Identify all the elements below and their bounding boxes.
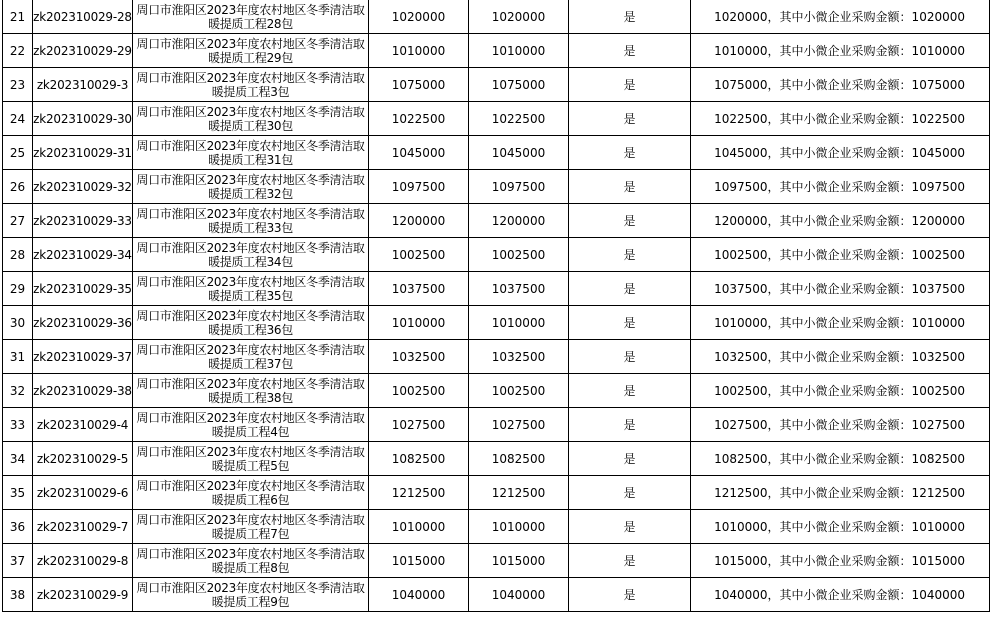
package-name-cell: 周口市淮阳区2023年度农村地区冬季清洁取暖提质工程32包 (133, 170, 369, 204)
row-index-cell: 27 (3, 204, 33, 238)
sme-amount-note-cell: 1032500，其中小微企业采购金额：1032500 (691, 340, 990, 374)
max-price-cell: 1045000 (469, 136, 569, 170)
max-price-cell: 1022500 (469, 102, 569, 136)
package-name-cell: 周口市淮阳区2023年度农村地区冬季清洁取暖提质工程3包 (133, 68, 369, 102)
package-code-cell: zk202310029-31 (33, 136, 133, 170)
max-price-cell: 1082500 (469, 442, 569, 476)
sme-flag-cell: 是 (569, 0, 691, 34)
sme-amount-note-cell: 1075000，其中小微企业采购金额：1075000 (691, 68, 990, 102)
sme-amount-note-cell: 1002500，其中小微企业采购金额：1002500 (691, 374, 990, 408)
sme-amount-note-cell: 1082500，其中小微企业采购金额：1082500 (691, 442, 990, 476)
package-code-cell: zk202310029-9 (33, 578, 133, 612)
sme-amount-note-cell: 1002500，其中小微企业采购金额：1002500 (691, 238, 990, 272)
row-index-cell: 31 (3, 340, 33, 374)
package-name-cell: 周口市淮阳区2023年度农村地区冬季清洁取暖提质工程6包 (133, 476, 369, 510)
max-price-cell: 1097500 (469, 170, 569, 204)
budget-cell: 1010000 (369, 34, 469, 68)
sme-flag-cell: 是 (569, 374, 691, 408)
sme-amount-note-cell: 1010000，其中小微企业采购金额：1010000 (691, 34, 990, 68)
package-name-cell: 周口市淮阳区2023年度农村地区冬季清洁取暖提质工程38包 (133, 374, 369, 408)
row-index-cell: 33 (3, 408, 33, 442)
package-code-cell: zk202310029-34 (33, 238, 133, 272)
package-name-cell: 周口市淮阳区2023年度农村地区冬季清洁取暖提质工程33包 (133, 204, 369, 238)
max-price-cell: 1200000 (469, 204, 569, 238)
sme-flag-cell: 是 (569, 408, 691, 442)
package-name-cell: 周口市淮阳区2023年度农村地区冬季清洁取暖提质工程31包 (133, 136, 369, 170)
table-row (3, 578, 990, 612)
table-row (3, 374, 990, 408)
table-row (3, 544, 990, 578)
budget-cell: 1037500 (369, 272, 469, 306)
sme-amount-note-cell: 1040000，其中小微企业采购金额：1040000 (691, 578, 990, 612)
package-code-cell: zk202310029-32 (33, 170, 133, 204)
row-index-cell: 29 (3, 272, 33, 306)
budget-cell: 1082500 (369, 442, 469, 476)
max-price-cell: 1010000 (469, 34, 569, 68)
max-price-cell: 1075000 (469, 68, 569, 102)
package-name-cell: 周口市淮阳区2023年度农村地区冬季清洁取暖提质工程9包 (133, 578, 369, 612)
sme-flag-cell: 是 (569, 544, 691, 578)
table-row (3, 408, 990, 442)
sme-amount-note-cell: 1037500，其中小微企业采购金额：1037500 (691, 272, 990, 306)
max-price-cell: 1015000 (469, 544, 569, 578)
sme-flag-cell: 是 (569, 340, 691, 374)
row-index-cell: 28 (3, 238, 33, 272)
package-code-cell: zk202310029-30 (33, 102, 133, 136)
row-index-cell: 32 (3, 374, 33, 408)
budget-cell: 1200000 (369, 204, 469, 238)
package-code-cell: zk202310029-29 (33, 34, 133, 68)
sme-amount-note-cell: 1015000，其中小微企业采购金额：1015000 (691, 544, 990, 578)
procurement-package-table (2, 0, 990, 612)
table-row (3, 238, 990, 272)
budget-cell: 1022500 (369, 102, 469, 136)
package-code-cell: zk202310029-8 (33, 544, 133, 578)
table-row (3, 340, 990, 374)
budget-cell: 1040000 (369, 578, 469, 612)
sme-flag-cell: 是 (569, 578, 691, 612)
budget-cell: 1075000 (369, 68, 469, 102)
package-name-cell: 周口市淮阳区2023年度农村地区冬季清洁取暖提质工程28包 (133, 0, 369, 34)
package-name-cell: 周口市淮阳区2023年度农村地区冬季清洁取暖提质工程37包 (133, 340, 369, 374)
budget-cell: 1027500 (369, 408, 469, 442)
table-row (3, 136, 990, 170)
package-name-cell: 周口市淮阳区2023年度农村地区冬季清洁取暖提质工程5包 (133, 442, 369, 476)
budget-cell: 1010000 (369, 510, 469, 544)
sme-flag-cell: 是 (569, 68, 691, 102)
table-row (3, 34, 990, 68)
sme-flag-cell: 是 (569, 510, 691, 544)
max-price-cell: 1010000 (469, 306, 569, 340)
sme-amount-note-cell: 1010000，其中小微企业采购金额：1010000 (691, 306, 990, 340)
package-name-cell: 周口市淮阳区2023年度农村地区冬季清洁取暖提质工程4包 (133, 408, 369, 442)
package-code-cell: zk202310029-3 (33, 68, 133, 102)
sme-flag-cell: 是 (569, 306, 691, 340)
table-row (3, 442, 990, 476)
table-row (3, 102, 990, 136)
package-name-cell: 周口市淮阳区2023年度农村地区冬季清洁取暖提质工程34包 (133, 238, 369, 272)
row-index-cell: 25 (3, 136, 33, 170)
package-name-cell: 周口市淮阳区2023年度农村地区冬季清洁取暖提质工程35包 (133, 272, 369, 306)
row-index-cell: 37 (3, 544, 33, 578)
row-index-cell: 21 (3, 0, 33, 34)
max-price-cell: 1027500 (469, 408, 569, 442)
row-index-cell: 22 (3, 34, 33, 68)
budget-cell: 1002500 (369, 374, 469, 408)
package-code-cell: zk202310029-37 (33, 340, 133, 374)
package-code-cell: zk202310029-5 (33, 442, 133, 476)
sme-amount-note-cell: 1027500，其中小微企业采购金额：1027500 (691, 408, 990, 442)
package-name-cell: 周口市淮阳区2023年度农村地区冬季清洁取暖提质工程30包 (133, 102, 369, 136)
sme-flag-cell: 是 (569, 102, 691, 136)
budget-cell: 1020000 (369, 0, 469, 34)
max-price-cell: 1040000 (469, 578, 569, 612)
sme-flag-cell: 是 (569, 442, 691, 476)
package-name-cell: 周口市淮阳区2023年度农村地区冬季清洁取暖提质工程29包 (133, 34, 369, 68)
budget-cell: 1032500 (369, 340, 469, 374)
table-row (3, 0, 990, 34)
row-index-cell: 36 (3, 510, 33, 544)
max-price-cell: 1037500 (469, 272, 569, 306)
row-index-cell: 26 (3, 170, 33, 204)
table-row (3, 306, 990, 340)
row-index-cell: 23 (3, 68, 33, 102)
package-code-cell: zk202310029-7 (33, 510, 133, 544)
sme-flag-cell: 是 (569, 170, 691, 204)
budget-cell: 1002500 (369, 238, 469, 272)
budget-cell: 1212500 (369, 476, 469, 510)
max-price-cell: 1010000 (469, 510, 569, 544)
max-price-cell: 1020000 (469, 0, 569, 34)
package-code-cell: zk202310029-38 (33, 374, 133, 408)
budget-cell: 1010000 (369, 306, 469, 340)
sme-amount-note-cell: 1022500，其中小微企业采购金额：1022500 (691, 102, 990, 136)
row-index-cell: 34 (3, 442, 33, 476)
sme-amount-note-cell: 1010000，其中小微企业采购金额：1010000 (691, 510, 990, 544)
table-row (3, 510, 990, 544)
table-row (3, 68, 990, 102)
budget-cell: 1015000 (369, 544, 469, 578)
budget-cell: 1097500 (369, 170, 469, 204)
sme-flag-cell: 是 (569, 204, 691, 238)
sme-amount-note-cell: 1212500，其中小微企业采购金额：1212500 (691, 476, 990, 510)
table-row (3, 476, 990, 510)
row-index-cell: 24 (3, 102, 33, 136)
sme-flag-cell: 是 (569, 272, 691, 306)
sme-flag-cell: 是 (569, 238, 691, 272)
table-body (3, 0, 990, 612)
package-code-cell: zk202310029-36 (33, 306, 133, 340)
sme-flag-cell: 是 (569, 136, 691, 170)
sme-amount-note-cell: 1097500，其中小微企业采购金额：1097500 (691, 170, 990, 204)
row-index-cell: 30 (3, 306, 33, 340)
package-name-cell: 周口市淮阳区2023年度农村地区冬季清洁取暖提质工程8包 (133, 544, 369, 578)
sme-flag-cell: 是 (569, 34, 691, 68)
package-name-cell: 周口市淮阳区2023年度农村地区冬季清洁取暖提质工程36包 (133, 306, 369, 340)
max-price-cell: 1032500 (469, 340, 569, 374)
sme-amount-note-cell: 1200000，其中小微企业采购金额：1200000 (691, 204, 990, 238)
sme-amount-note-cell: 1045000，其中小微企业采购金额：1045000 (691, 136, 990, 170)
row-index-cell: 35 (3, 476, 33, 510)
max-price-cell: 1002500 (469, 238, 569, 272)
table-row (3, 204, 990, 238)
max-price-cell: 1002500 (469, 374, 569, 408)
table-row (3, 170, 990, 204)
max-price-cell: 1212500 (469, 476, 569, 510)
package-code-cell: zk202310029-28 (33, 0, 133, 34)
row-index-cell: 38 (3, 578, 33, 612)
package-code-cell: zk202310029-35 (33, 272, 133, 306)
table-row (3, 272, 990, 306)
package-code-cell: zk202310029-4 (33, 408, 133, 442)
sme-amount-note-cell: 1020000，其中小微企业采购金额：1020000 (691, 0, 990, 34)
sme-flag-cell: 是 (569, 476, 691, 510)
package-code-cell: zk202310029-33 (33, 204, 133, 238)
budget-cell: 1045000 (369, 136, 469, 170)
package-name-cell: 周口市淮阳区2023年度农村地区冬季清洁取暖提质工程7包 (133, 510, 369, 544)
package-code-cell: zk202310029-6 (33, 476, 133, 510)
